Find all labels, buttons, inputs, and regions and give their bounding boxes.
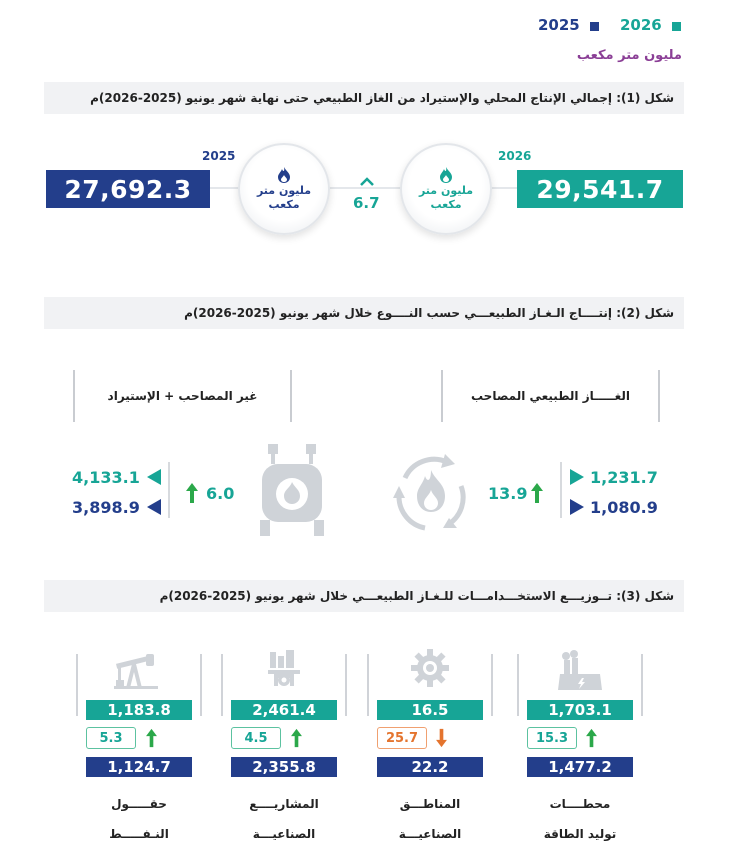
section2-title: شكل (2): إنتــــاج الـغـاز الطبيعـــي حسب النــــوع خلال شهر يونيو (2025-2026)م [184,306,674,320]
section1-circle-2025 [238,143,330,235]
triangle-right-icon [569,468,585,486]
legend-swatch-2026 [672,22,681,31]
associated-value-2026: 1,231.7 [590,468,658,487]
industrial-zones-label-line2: الصناعيـــة [398,827,462,841]
industrial-zones-change: 25.7 [377,727,427,749]
non-associated-label: غير المصاحب + الإستيراد [107,389,258,403]
section1-value-2026: 29,541.7 [517,170,683,208]
legend-swatch-2025 [590,22,599,31]
associated-gas-header [441,370,660,422]
gas-tank-icon [254,442,330,538]
industrial-zones-value-2025: 22.2 [377,757,483,777]
power-plant-label [517,789,643,848]
triangle-right-icon [569,498,585,516]
power-plant-change: 15.3 [527,727,577,749]
arrow-up-icon [145,728,158,748]
power-plant-label-line1: محطــــات [549,797,611,811]
industrial-projects-label-line1: المشاريــــع [249,797,319,811]
associated-value-2025: 1,080.9 [590,498,658,517]
power-plant-icon [556,650,604,692]
non-associated-value-2025: 3,898.9 [72,498,140,517]
circle-2026-label-line2: مكعب [430,198,462,211]
arrow-up-icon [585,728,598,748]
section1-circle-2026 [400,143,492,235]
non-associated-header [73,370,292,422]
arrow-up-icon [185,482,199,504]
industrial-projects-label [221,789,347,848]
oil-fields-value-2025: 1,124.7 [86,757,192,777]
oil-fields-label [76,789,202,848]
industrial-zones-label [367,789,493,848]
power-plant-label-line2: توليد الطاقة [543,827,617,841]
gas-flame-icon [439,166,453,184]
oil-fields-label-line1: حقـــــول [111,797,167,811]
gear-icon [410,648,450,688]
legend-label-2025: 2025 [538,16,580,34]
circle-2025-label-line2: مكعب [268,198,300,211]
circle-2026-label-line1: مليون متر [418,184,474,197]
non-associated-divider [168,462,170,518]
recycle-flame-icon [385,448,477,536]
factory-gear-icon [264,648,304,688]
unit-label: مليون متر مكعب [576,48,682,63]
section1-title: شكل (1): إجمالي الإنتاج المحلي والإستيراد من الغاز الطبيعي حتى نهاية شهر يونيو (2025-2026)م [90,91,674,105]
oil-fields-value-2026: 1,183.8 [86,700,192,720]
arrow-down-icon [435,728,448,748]
industrial-projects-value-2025: 2,355.8 [231,757,337,777]
industrial-zones-value-2026: 16.5 [377,700,483,720]
power-plant-value-2025: 1,477.2 [527,757,633,777]
associated-change-value: 13.9 [488,484,528,503]
legend-label-2026: 2026 [620,16,662,34]
power-plant-value-2026: 1,703.1 [527,700,633,720]
oil-fields-label-line2: النـفـــــط [109,827,169,841]
section3-title: شكل (3): تــوزيـــع الاستخـــدامـــات للـغـاز الطبيعـــي خلال شهر يونيو (2025-2026)م [159,589,674,603]
triangle-left-icon [146,498,162,516]
section1-change-value: 6.7 [353,194,380,212]
circle-2025-label-line1: مليون متر [256,184,312,197]
non-associated-change-value: 6.0 [206,484,235,503]
section2-title-bar [44,297,684,329]
section1-title-bar [44,82,684,114]
gas-flame-icon [277,166,291,184]
arrow-up-icon [530,482,544,504]
industrial-projects-change: 4.5 [231,727,281,749]
associated-gas-label: الغـــــاز الطبيعي المصاحب [470,389,631,403]
non-associated-value-2026: 4,133.1 [72,468,140,487]
oil-pump-icon [112,652,160,690]
chevron-up-icon [359,177,375,187]
industrial-projects-value-2026: 2,461.4 [231,700,337,720]
industrial-projects-label-line2: الصناعيـــة [252,827,316,841]
section1-value-2025: 27,692.3 [46,170,210,208]
triangle-left-icon [146,468,162,486]
oil-fields-change: 5.3 [86,727,136,749]
associated-divider [560,462,562,518]
arrow-up-icon [290,728,303,748]
section3-title-bar [44,580,684,612]
industrial-zones-label-line1: المناطـــق [399,797,461,811]
section1-year-2026: 2026 [498,149,532,163]
section1-year-2025: 2025 [202,149,236,163]
